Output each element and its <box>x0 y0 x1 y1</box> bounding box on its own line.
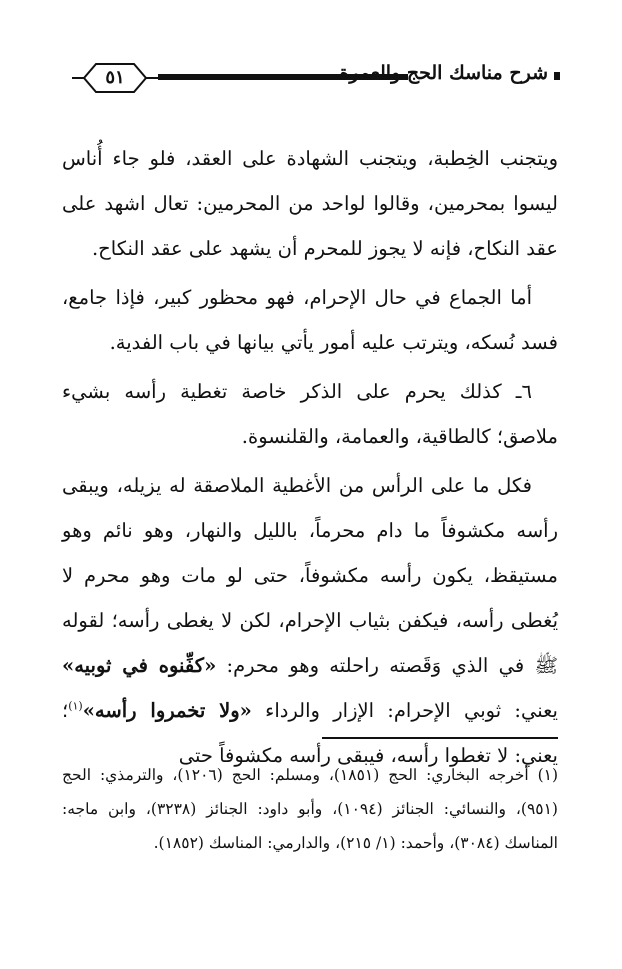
text-run: يعني: ثوبي الإحرام: الإزار والرداء <box>251 699 558 722</box>
footnote: (١) أخرجه البخاري: الحج (١٨٥١)، ومسلم: الحج (١٢٠٦)، والترمذي: الحج (٩٥١)، والنسائي: الجنائز (١٠٩٤)، وأبو داود: الجنائز (٣٢٣٨)، وابن ماجه: المناسك (٣٠٨٤)، وأحمد: (١/ ٢١٥)، والدارمي: المناسك (١٨٥٢). <box>62 766 559 852</box>
footnote-ref: (١) <box>68 699 83 713</box>
header-bullet-icon <box>554 72 560 80</box>
footnote-separator <box>322 737 558 739</box>
paragraph: ويتجنب الخِطبة، ويتجنب الشهادة على العقد، فلو جاء أُناس ليسوا بمحرمين، وقالوا لواحد من المحرمين: تعال اشهد على عقد النكاح، فإنه لا يجوز للمحرم أن يشهد على عقد النكاح. <box>62 147 558 260</box>
paragraph <box>62 463 558 778</box>
page-header <box>70 58 560 98</box>
page-number-frame <box>70 58 160 98</box>
paragraph: ٦ـ كذلك يحرم على الذكر خاصة تغطية رأسه بشيء ملاصق؛ كالطاقية، والعمامة، والقلنسوة. <box>62 380 558 448</box>
text-run: ؛ يعني: لا تغطوا رأسه، فيبقى رأسه مكشوفاً حتى <box>62 699 558 767</box>
hadith-quote: «كفِّنوه في ثوبيه» <box>62 654 217 677</box>
page-body <box>62 136 558 782</box>
hadith-quote: «ولا تخمروا رأسه» <box>82 699 252 722</box>
running-title: شرح مناسك الحج والعمرة <box>339 62 548 84</box>
footnotes <box>62 758 558 860</box>
paragraph: أما الجماع في حال الإحرام، فهو محظور كبير، فإذا جامع، فسد نُسكه، ويترتب عليه أمور يأتي بيانها في باب الفدية. <box>62 286 558 354</box>
page-number: ٥١ <box>105 67 125 88</box>
text-run: فكل ما على الرأس من الأغطية الملاصقة له يزيله، ويبقى رأسه مكشوفاً ما دام محرماً، بالليل والنهار، وهو نائم وهو مستيقظ، يكون رأسه مكشوفاً، حتى لو مات وهو محرم لا يُغطى رأسه، فيكفن بثياب الإحرام، لكن لا يغطى رأسه؛ لقوله ﷺ في الذي وَقَصته راحلته وهو محرم: <box>62 474 558 677</box>
